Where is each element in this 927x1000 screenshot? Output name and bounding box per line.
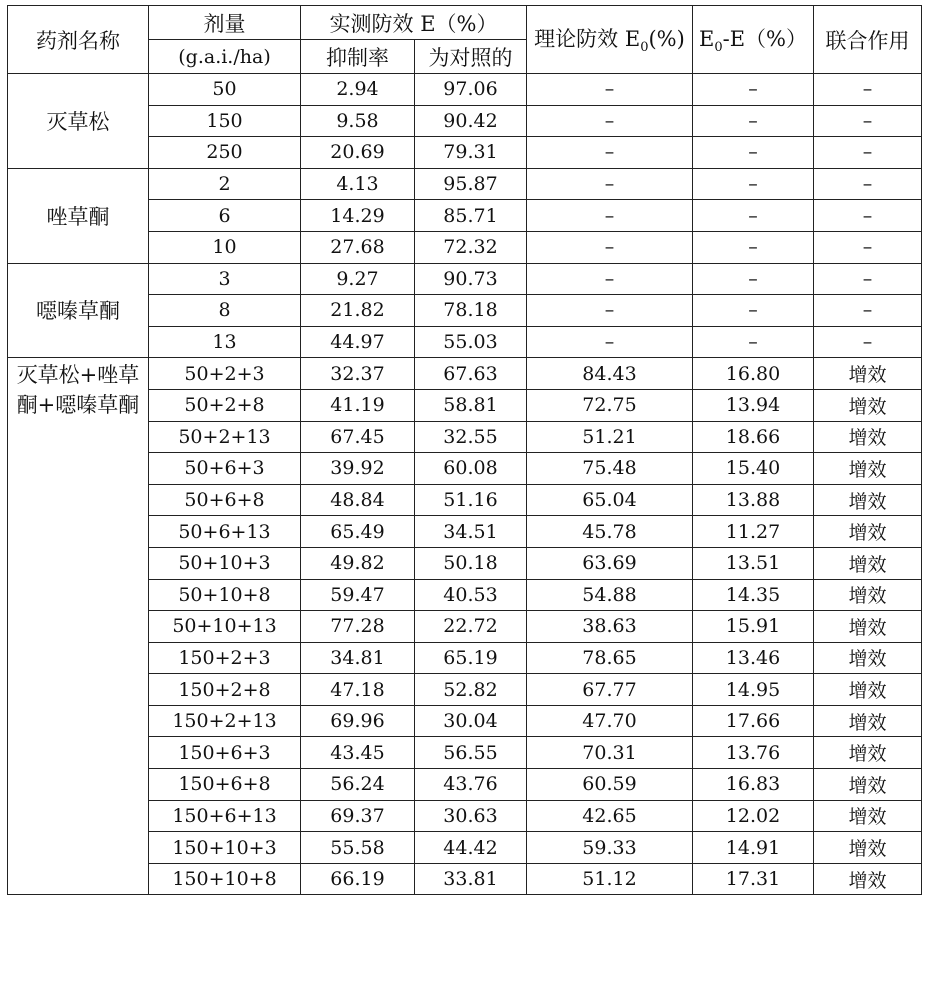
combined-cell: 增效: [814, 863, 922, 895]
dose-cell: 150+2+8: [149, 674, 301, 706]
dose-cell: 2: [149, 168, 301, 200]
header-measured: 实测防效 E（%）: [301, 6, 527, 40]
diff-cell: –: [693, 263, 814, 295]
theory-cell: –: [527, 295, 693, 327]
diff-cell: –: [693, 200, 814, 232]
theory-cell: 42.65: [527, 800, 693, 832]
dose-cell: 6: [149, 200, 301, 232]
inhibition-cell: 43.45: [301, 737, 415, 769]
vs-control-cell: 22.72: [415, 611, 527, 643]
vs-control-cell: 79.31: [415, 137, 527, 169]
vs-control-cell: 90.42: [415, 105, 527, 137]
combined-cell: 增效: [814, 611, 922, 643]
agent-name-cell: 灭草松: [8, 74, 149, 169]
theory-cell: 59.33: [527, 832, 693, 864]
combined-cell: 增效: [814, 769, 922, 801]
theory-cell: –: [527, 200, 693, 232]
combined-cell: 增效: [814, 547, 922, 579]
diff-cell: 11.27: [693, 516, 814, 548]
dose-cell: 150+6+13: [149, 800, 301, 832]
combined-cell: 增效: [814, 737, 922, 769]
inhibition-cell: 65.49: [301, 516, 415, 548]
inhibition-cell: 27.68: [301, 231, 415, 263]
dose-cell: 50+2+13: [149, 421, 301, 453]
dose-cell: 150+10+3: [149, 832, 301, 864]
theory-cell: 47.70: [527, 705, 693, 737]
theory-cell: –: [527, 263, 693, 295]
header-theory-suffix: (%): [648, 27, 685, 52]
theory-cell: 38.63: [527, 611, 693, 643]
combined-cell: 增效: [814, 674, 922, 706]
diff-cell: 14.91: [693, 832, 814, 864]
table-row: [8, 358, 922, 390]
vs-control-cell: 67.63: [415, 358, 527, 390]
diff-cell: 14.95: [693, 674, 814, 706]
header-vs-control: 为对照的: [415, 40, 527, 74]
vs-control-cell: 60.08: [415, 453, 527, 485]
header-dose-unit: (g.a.i./ha): [149, 40, 301, 74]
vs-control-cell: 51.16: [415, 484, 527, 516]
header-combined: 联合作用: [814, 6, 922, 74]
table-row: [8, 263, 922, 295]
theory-cell: 65.04: [527, 484, 693, 516]
dose-cell: 13: [149, 326, 301, 358]
combined-cell: 增效: [814, 421, 922, 453]
theory-cell: –: [527, 231, 693, 263]
header-theory-prefix: 理论防效 E: [534, 27, 641, 52]
diff-cell: 18.66: [693, 421, 814, 453]
diff-cell: –: [693, 231, 814, 263]
diff-cell: 13.94: [693, 389, 814, 421]
theory-cell: 60.59: [527, 769, 693, 801]
diff-cell: 16.83: [693, 769, 814, 801]
combined-cell: 增效: [814, 516, 922, 548]
dose-cell: 150+2+13: [149, 705, 301, 737]
inhibition-cell: 14.29: [301, 200, 415, 232]
inhibition-cell: 32.37: [301, 358, 415, 390]
vs-control-cell: 43.76: [415, 769, 527, 801]
inhibition-cell: 66.19: [301, 863, 415, 895]
efficacy-table: [7, 5, 922, 895]
header-theory-sub: 0: [640, 40, 649, 56]
dose-cell: 50+10+8: [149, 579, 301, 611]
inhibition-cell: 4.13: [301, 168, 415, 200]
vs-control-cell: 33.81: [415, 863, 527, 895]
inhibition-cell: 2.94: [301, 74, 415, 106]
diff-cell: 15.91: [693, 611, 814, 643]
combined-cell: –: [814, 74, 922, 106]
vs-control-cell: 97.06: [415, 74, 527, 106]
combined-cell: 增效: [814, 642, 922, 674]
combined-cell: –: [814, 168, 922, 200]
agent-name-cell: 唑草酮: [8, 168, 149, 263]
theory-cell: 67.77: [527, 674, 693, 706]
header-theory: [527, 6, 693, 74]
inhibition-cell: 55.58: [301, 832, 415, 864]
diff-cell: 13.51: [693, 547, 814, 579]
vs-control-cell: 56.55: [415, 737, 527, 769]
dose-cell: 50+6+8: [149, 484, 301, 516]
vs-control-cell: 72.32: [415, 231, 527, 263]
combined-cell: –: [814, 105, 922, 137]
combined-cell: –: [814, 200, 922, 232]
vs-control-cell: 55.03: [415, 326, 527, 358]
dose-cell: 10: [149, 231, 301, 263]
dose-cell: 150+2+3: [149, 642, 301, 674]
theory-cell: 72.75: [527, 389, 693, 421]
theory-cell: 54.88: [527, 579, 693, 611]
header-dose: 剂量: [149, 6, 301, 40]
theory-cell: –: [527, 105, 693, 137]
dose-cell: 150+10+8: [149, 863, 301, 895]
inhibition-cell: 49.82: [301, 547, 415, 579]
theory-cell: 75.48: [527, 453, 693, 485]
diff-cell: 17.66: [693, 705, 814, 737]
inhibition-cell: 44.97: [301, 326, 415, 358]
table-header: [8, 6, 922, 74]
combined-cell: 增效: [814, 389, 922, 421]
theory-cell: 51.12: [527, 863, 693, 895]
dose-cell: 50: [149, 74, 301, 106]
vs-control-cell: 78.18: [415, 295, 527, 327]
diff-cell: 16.80: [693, 358, 814, 390]
combined-cell: 增效: [814, 800, 922, 832]
inhibition-cell: 41.19: [301, 389, 415, 421]
theory-cell: –: [527, 326, 693, 358]
vs-control-cell: 44.42: [415, 832, 527, 864]
diff-cell: 14.35: [693, 579, 814, 611]
dose-cell: 50+6+13: [149, 516, 301, 548]
inhibition-cell: 21.82: [301, 295, 415, 327]
header-diff-sub: 0: [714, 40, 723, 56]
diff-cell: –: [693, 137, 814, 169]
dose-cell: 150+6+3: [149, 737, 301, 769]
header-diff: [693, 6, 814, 74]
diff-cell: –: [693, 326, 814, 358]
combined-cell: 增效: [814, 453, 922, 485]
header-name: 药剂名称: [8, 6, 149, 74]
diff-cell: 13.76: [693, 737, 814, 769]
diff-cell: –: [693, 74, 814, 106]
dose-cell: 8: [149, 295, 301, 327]
theory-cell: –: [527, 137, 693, 169]
dose-cell: 150: [149, 105, 301, 137]
theory-cell: 70.31: [527, 737, 693, 769]
dose-cell: 150+6+8: [149, 769, 301, 801]
theory-cell: 45.78: [527, 516, 693, 548]
combined-cell: –: [814, 263, 922, 295]
vs-control-cell: 30.63: [415, 800, 527, 832]
diff-cell: –: [693, 168, 814, 200]
theory-cell: 78.65: [527, 642, 693, 674]
dose-cell: 50+10+13: [149, 611, 301, 643]
theory-cell: 63.69: [527, 547, 693, 579]
combined-cell: –: [814, 137, 922, 169]
inhibition-cell: 39.92: [301, 453, 415, 485]
combined-cell: –: [814, 295, 922, 327]
diff-cell: 15.40: [693, 453, 814, 485]
table-row: [8, 74, 922, 106]
vs-control-cell: 90.73: [415, 263, 527, 295]
combined-cell: 增效: [814, 358, 922, 390]
inhibition-cell: 48.84: [301, 484, 415, 516]
dose-cell: 50+6+3: [149, 453, 301, 485]
vs-control-cell: 50.18: [415, 547, 527, 579]
header-diff-suffix: -E（%）: [722, 27, 807, 52]
diff-cell: –: [693, 295, 814, 327]
combined-cell: 增效: [814, 484, 922, 516]
inhibition-cell: 20.69: [301, 137, 415, 169]
vs-control-cell: 32.55: [415, 421, 527, 453]
vs-control-cell: 30.04: [415, 705, 527, 737]
table-body: [8, 74, 922, 895]
diff-cell: 13.46: [693, 642, 814, 674]
diff-cell: 13.88: [693, 484, 814, 516]
diff-cell: 17.31: [693, 863, 814, 895]
inhibition-cell: 69.37: [301, 800, 415, 832]
combined-cell: 增效: [814, 579, 922, 611]
vs-control-cell: 40.53: [415, 579, 527, 611]
dose-cell: 50+2+3: [149, 358, 301, 390]
dose-cell: 3: [149, 263, 301, 295]
vs-control-cell: 95.87: [415, 168, 527, 200]
inhibition-cell: 9.58: [301, 105, 415, 137]
inhibition-cell: 34.81: [301, 642, 415, 674]
combined-cell: 增效: [814, 705, 922, 737]
theory-cell: 84.43: [527, 358, 693, 390]
inhibition-cell: 47.18: [301, 674, 415, 706]
inhibition-cell: 56.24: [301, 769, 415, 801]
dose-cell: 250: [149, 137, 301, 169]
dose-cell: 50+2+8: [149, 389, 301, 421]
inhibition-cell: 77.28: [301, 611, 415, 643]
vs-control-cell: 85.71: [415, 200, 527, 232]
inhibition-cell: 67.45: [301, 421, 415, 453]
vs-control-cell: 52.82: [415, 674, 527, 706]
theory-cell: 51.21: [527, 421, 693, 453]
diff-cell: –: [693, 105, 814, 137]
vs-control-cell: 58.81: [415, 389, 527, 421]
inhibition-cell: 9.27: [301, 263, 415, 295]
dose-cell: 50+10+3: [149, 547, 301, 579]
theory-cell: –: [527, 168, 693, 200]
inhibition-cell: 69.96: [301, 705, 415, 737]
vs-control-cell: 65.19: [415, 642, 527, 674]
combined-cell: –: [814, 326, 922, 358]
combined-cell: –: [814, 231, 922, 263]
vs-control-cell: 34.51: [415, 516, 527, 548]
theory-cell: –: [527, 74, 693, 106]
agent-name-cell: 噁嗪草酮: [8, 263, 149, 358]
header-inhibition: 抑制率: [301, 40, 415, 74]
table-row: [8, 168, 922, 200]
agent-name-cell: 灭草松+唑草酮+噁嗪草酮: [8, 358, 149, 895]
header-diff-prefix: E: [698, 27, 715, 52]
combined-cell: 增效: [814, 832, 922, 864]
diff-cell: 12.02: [693, 800, 814, 832]
inhibition-cell: 59.47: [301, 579, 415, 611]
